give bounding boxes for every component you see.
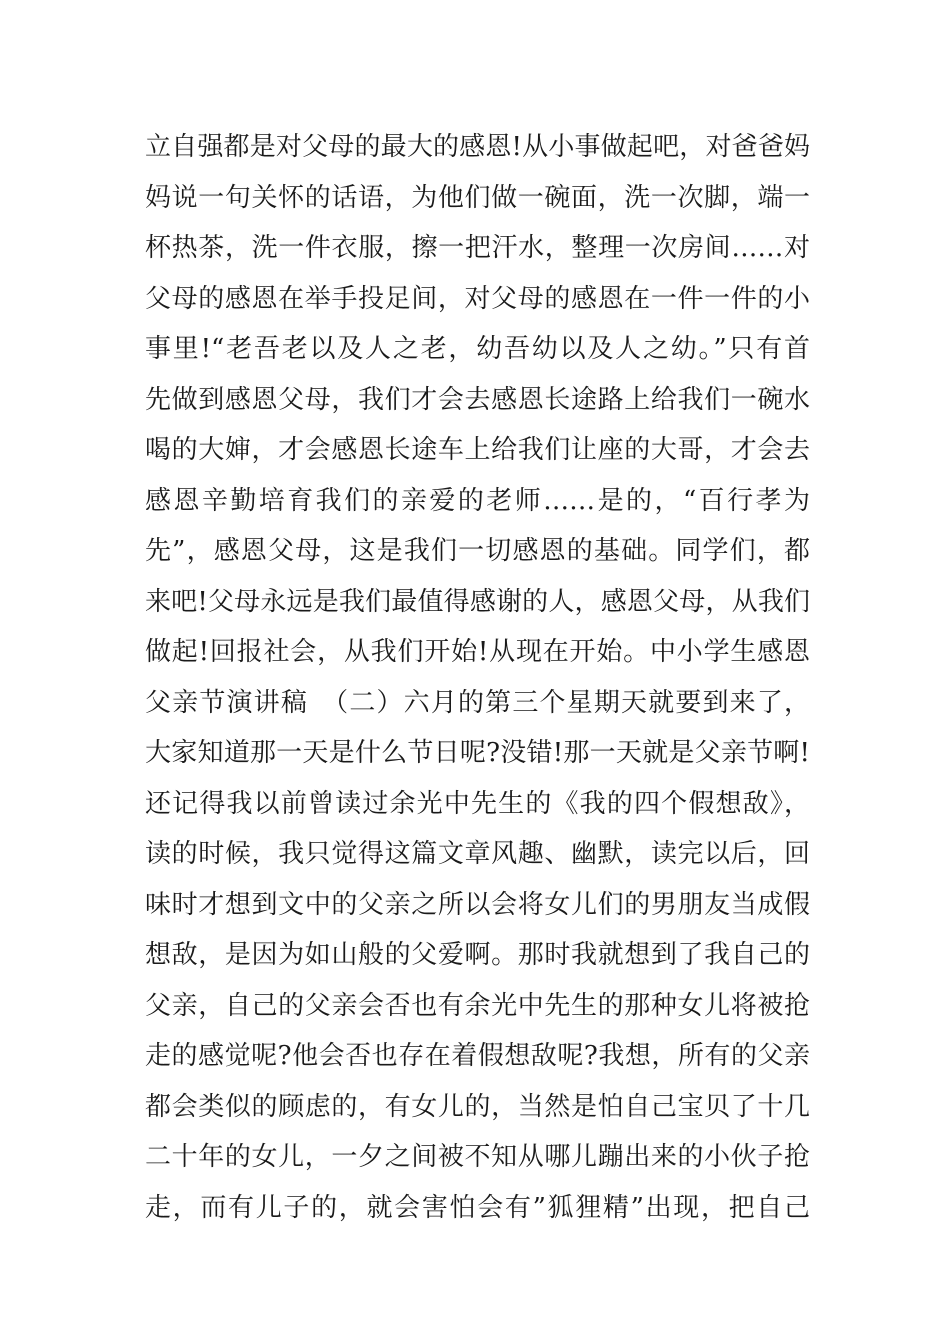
text-line: 来吧!父母永远是我们最值得感谢的人，感恩父母，从我们 xyxy=(145,586,810,617)
body-text xyxy=(145,122,810,1233)
text-line: 喝的大婶，才会感恩长途车上给我们让座的大哥，才会去 xyxy=(145,435,810,465)
text-line: 先”，感恩父母，这是我们一切感恩的基础。同学们，都 xyxy=(145,536,810,566)
text-line: 妈说一句关怀的话语，为他们做一碗面，洗一次脚，端一 xyxy=(145,182,810,213)
text-line: 还记得我以前曾读过余光中先生的《我的四个假想敌》， xyxy=(145,788,810,819)
text-line: 读的时候，我只觉得这篇文章风趣、幽默，读完以后，回 xyxy=(145,839,810,869)
text-line: 二十年的女儿，一夕之间被不知从哪儿蹦出来的小伙子抢 xyxy=(145,1142,810,1172)
text-line: 想敌，是因为如山般的父爱啊。那时我就想到了我自己的 xyxy=(145,940,810,970)
text-line: 大家知道那一天是什么节日呢?没错!那一天就是父亲节啊! xyxy=(145,738,810,768)
text-line: 立自强都是对父母的最大的感恩!从小事做起吧，对爸爸妈 xyxy=(145,132,810,162)
text-line: 杯热茶，洗一件衣服，擦一把汗水，整理一次房间……对 xyxy=(145,233,810,263)
text-line: 走，而有儿子的，就会害怕会有”狐狸精”出现，把自己 xyxy=(145,1192,810,1223)
text-line: 都会类似的顾虑的，有女儿的，当然是怕自己宝贝了十几 xyxy=(145,1091,810,1122)
text-line: 父母的感恩在举手投足间，对父母的感恩在一件一件的小 xyxy=(145,283,810,314)
text-line: 父亲，自己的父亲会否也有余光中先生的那种女儿将被抢 xyxy=(145,990,810,1021)
text-line: 事里!“老吾老以及人之老，幼吾幼以及人之幼。”只有首 xyxy=(145,334,810,364)
text-line: 感恩辛勤培育我们的亲爱的老师……是的，“百行孝为 xyxy=(145,485,810,516)
text-line: 做起!回报社会，从我们开始!从现在开始。中小学生感恩 xyxy=(145,637,810,667)
text-line: 味时才想到文中的父亲之所以会将女儿们的男朋友当成假 xyxy=(145,889,810,920)
text-line: 走的感觉呢?他会否也存在着假想敌呢?我想，所有的父亲 xyxy=(145,1041,810,1071)
text-line: 先做到感恩父母，我们才会去感恩长途路上给我们一碗水 xyxy=(145,384,810,415)
text-line: 父亲节演讲稿 （二）六月的第三个星期天就要到来了， xyxy=(145,687,810,718)
